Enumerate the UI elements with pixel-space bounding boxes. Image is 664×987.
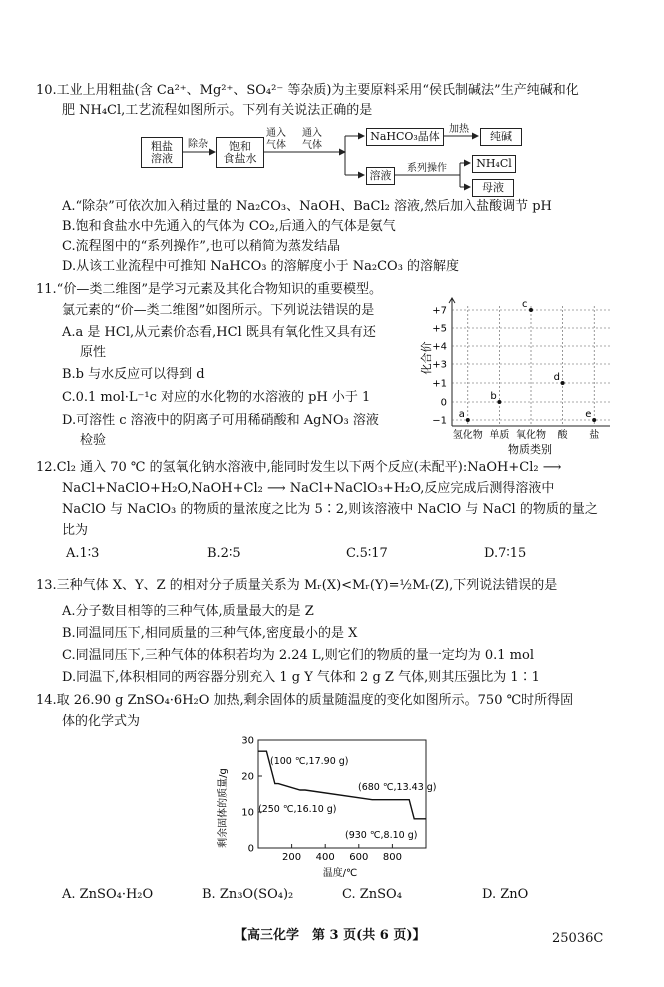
q14-option-c: C. ZnSO₄ [342,887,402,902]
mchart-y-tick-label: 10 [241,807,254,819]
mchart-x-tick-label: 400 [315,852,335,863]
q11-option-a-line1: A.a 是 HCl,从元素价态看,HCl 既具有氧化性又具有还 [62,325,376,340]
mchart-x-tick-label: 200 [282,852,302,863]
mass-temperature-chart [210,728,450,878]
vchart-point-label-e: e [585,409,592,420]
q11-stem-line1: 11.“价—类二维图”是学习元素及其化合物知识的重要模型。 [36,282,382,297]
q12-option-b: B.2∶5 [207,546,241,561]
vchart-ylabel: 化合价 [420,341,433,375]
q11-stem-line2: 氯元素的“价—类二维图”如图所示。下列说法错误的是 [62,303,375,318]
valence-class-chart [420,288,620,458]
q12-stem-line1: 12.Cl₂ 通入 70 ℃ 的氢氧化钠水溶液中,能同时发生以下两个反应(未配平):NaOH+Cl₂ ⟶ [36,460,562,475]
flow-series-operation: 系列操作 [407,163,447,174]
vchart-tick-label: +4 [432,341,447,353]
vchart-point-c [529,308,533,312]
q12-stem-line2: NaCl+NaClO+H₂O,NaOH+Cl₂ ⟶ NaCl+NaClO₃+H₂O,反应完成后测得溶液中 [62,481,555,496]
q10-stem-line1: 10.工业上用粗盐(含 Ca²⁺、Mg²⁺、SO₄²⁻ 等杂质)为主要原料采用“侯氏制碱法”生产纯碱和化 [36,83,579,98]
q13-option-b: B.同温同压下,相同质量的三种气体,密度最小的是 X [62,626,358,641]
mchart-y-tick-label: 20 [241,771,254,783]
mchart-y-tick-label: 0 [247,843,254,855]
vchart-category-label: 氧化物 [516,430,546,441]
mchart-xlabel: 温度/℃ [322,868,358,878]
q10-option-a: A.“除杂”可依次加入稍过量的 Na₂CO₃、NaOH、BaCl₂ 溶液,然后加入盐酸调节 pH [62,199,552,214]
vchart-category-label: 单质 [489,430,510,441]
mchart-ann-1: (100 ℃,17.90 g) [270,756,349,767]
vchart-point-a [466,418,470,422]
q12-option-a: A.1∶3 [66,546,100,561]
q14-option-a: A. ZnSO₄·H₂O [62,887,154,902]
flow-soda-ash: 纯碱 [480,128,522,146]
flow-mother-liquor: 母液 [472,179,514,197]
mchart-ann-2: (250 ℃,16.10 g) [258,804,337,815]
flow-nh4cl: NH₄Cl [472,155,516,173]
vchart-tick-label: −1 [432,415,447,427]
flow-heat: 加热 [449,124,469,135]
vchart-tick-label: +3 [432,359,447,371]
q12-option-c: C.5∶17 [346,546,388,561]
vchart-point-e [592,418,596,422]
mchart-ann-4: (930 ℃,8.10 g) [345,830,418,841]
mchart-ylabel: 剩余固体的质量/g [218,768,229,848]
vchart-xlabel: 物质类别 [508,443,552,456]
footer-page-title: 【高三化学 第 3 页(共 6 页)】 [234,928,426,943]
q14-stem-line1: 14.取 26.90 g ZnSO₄·6H₂O 加热,剩余固体的质量随温度的变化如图所示。750 ℃时所得固 [36,693,574,708]
q11-option-d-line1: D.可溶性 c 溶液中的阴离子可用稀硝酸和 AgNO₃ 溶液 [62,413,379,428]
footer-code: 25036C [552,931,604,946]
vchart-tick-label: 0 [440,397,447,409]
vchart-point-label-b: b [490,391,497,402]
q10-option-b: B.饱和食盐水中先通入的气体为 CO₂,后通入的气体是氨气 [62,219,396,234]
vchart-point-b [497,400,501,404]
q13-option-d: D.同温下,体积相同的两容器分别充入 1 g Y 气体和 2 g Z 气体,则其压强比为 1∶1 [62,670,540,685]
vchart-tick-label: +5 [432,323,447,335]
vchart-point-label-c: c [522,299,528,310]
flow-crude-brine: 粗盐 溶液 [141,137,183,168]
q13-option-c: C.同温同压下,三种气体的体积若均为 2.24 L,则它们的物质的量一定均为 0.1 mol [62,648,534,663]
flow-remove-impurity: 除杂 [188,139,208,150]
vchart-tick-label: +7 [432,305,447,317]
vchart-point-d [561,381,565,385]
flow-nahco3-crystal: NaHCO₃晶体 [366,128,444,146]
q12-option-d: D.7∶15 [484,546,527,561]
q10-stem-line2: 肥 NH₄Cl,工艺流程如图所示。下列有关说法正确的是 [62,103,373,118]
vchart-category-label: 盐 [589,430,600,441]
q11-option-a-line2: 原性 [80,345,107,360]
vchart-point-label-a: a [458,409,465,420]
mchart-x-tick-label: 800 [382,852,402,863]
q13-stem-line1: 13.三种气体 X、Y、Z 的相对分子质量关系为 Mᵣ(X)<Mᵣ(Y)=½Mᵣ(Z),下列说法错误的是 [36,578,558,593]
q12-stem-line4: 比为 [62,523,89,538]
q14-stem-line2: 体的化学式为 [62,714,141,729]
flow-saturated-brine: 饱和 食盐水 [216,137,264,168]
vchart-category-label: 氢化物 [452,430,483,441]
mchart-y-tick-label: 30 [241,735,254,747]
flow-solution: 溶液 [366,167,395,185]
mchart-x-tick-label: 600 [349,852,369,863]
mchart-ann-3: (680 ℃,13.43 g) [358,782,437,793]
q13-option-a: A.分子数目相等的三种气体,质量最大的是 Z [62,604,314,619]
flow-arrows [0,0,664,200]
q10-flow-diagram [0,0,664,200]
q11-option-b: B.b 与水反应可以得到 d [62,367,205,382]
vchart-tick-label: +1 [432,378,447,390]
q10-option-c: C.流程图中的“系列操作”,也可以稍简为蒸发结晶 [62,239,341,254]
flow-gas-2: 通入 气体 [302,128,322,151]
flow-gas-1: 通入 气体 [266,128,286,151]
q14-option-b: B. Zn₃O(SO₄)₂ [202,887,294,902]
vchart-category-label: 酸 [557,430,568,441]
vchart-point-label-d: d [553,372,560,383]
q11-option-d-line2: 检验 [80,433,107,448]
q14-option-d: D. ZnO [482,887,529,902]
q11-option-c: C.0.1 mol·L⁻¹c 对应的水化物的水溶液的 pH 小于 1 [62,390,371,405]
q10-option-d: D.从该工业流程中可推知 NaHCO₃ 的溶解度小于 Na₂CO₃ 的溶解度 [62,259,460,274]
q12-stem-line3: NaClO 与 NaClO₃ 的物质的量浓度之比为 5∶2,则该溶液中 NaClO 与 NaCl 的物质的量之 [62,502,598,517]
